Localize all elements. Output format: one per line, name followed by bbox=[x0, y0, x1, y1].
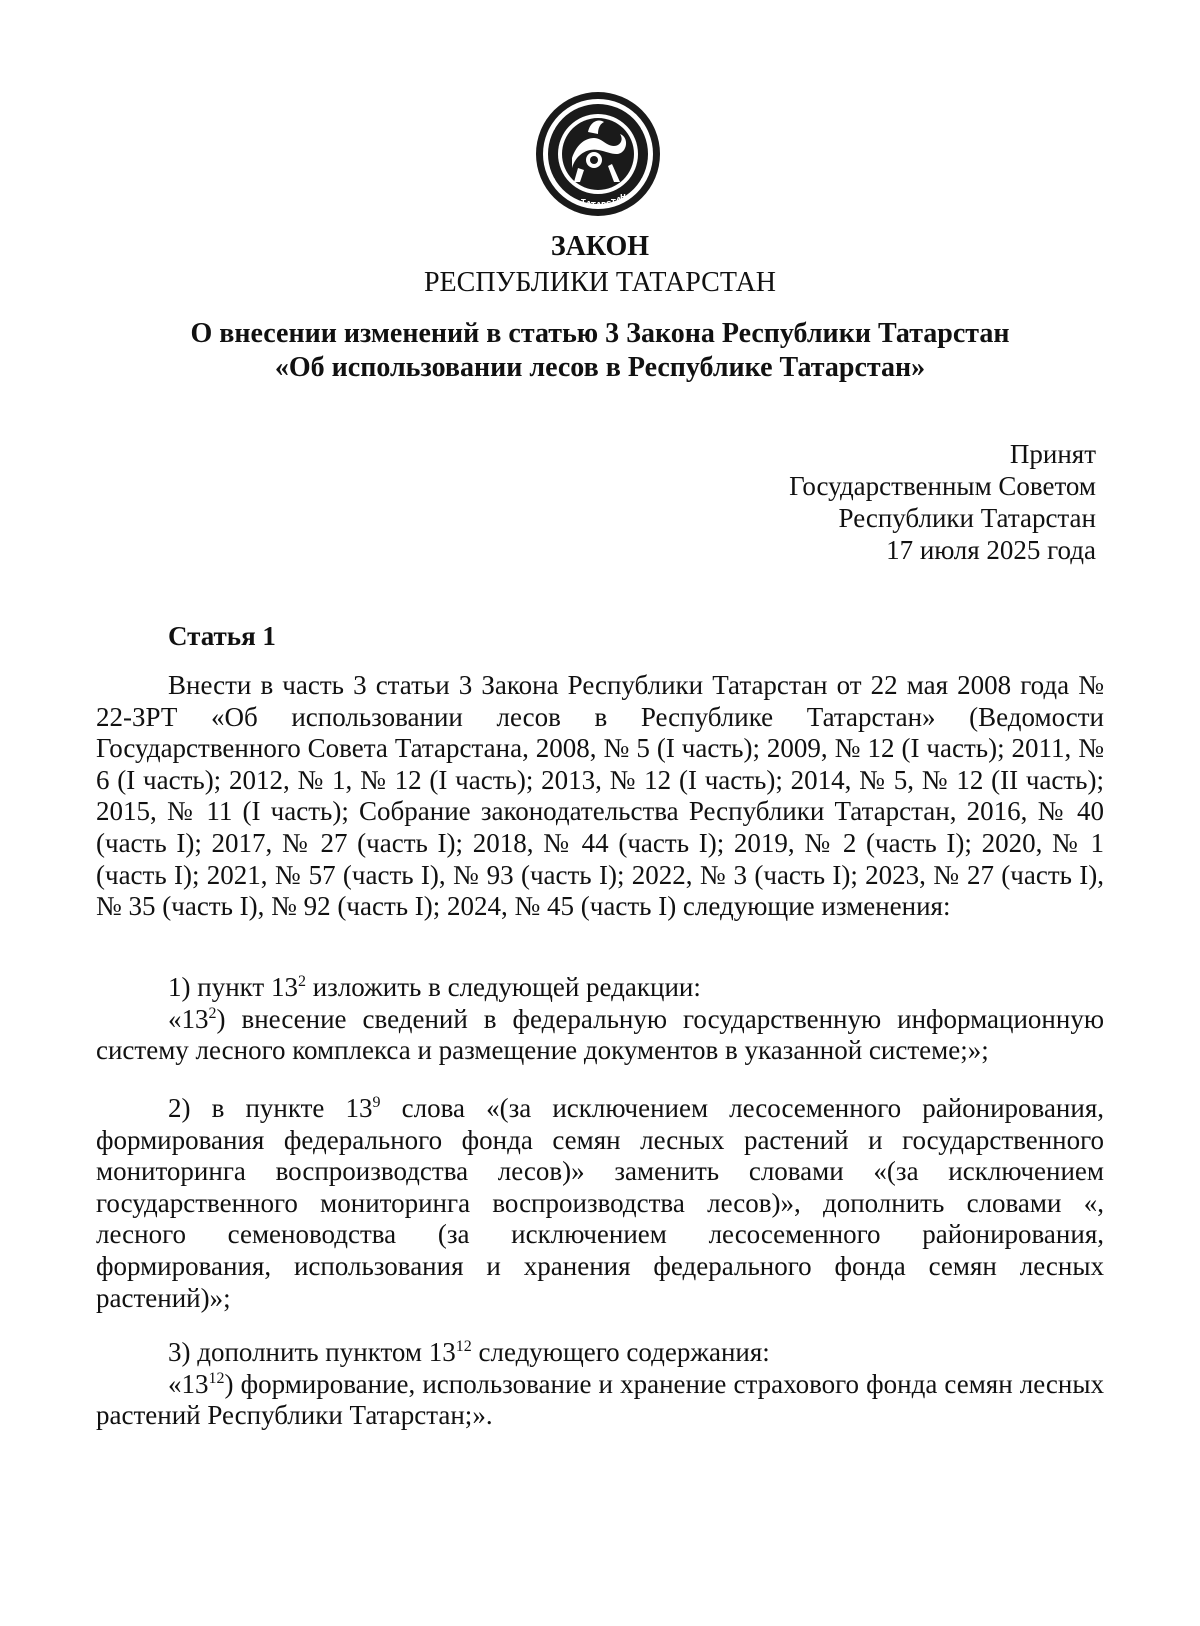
republic-heading: РЕСПУБЛИКИ ТАТАРСТАН bbox=[423, 267, 777, 298]
adoption-line-3: Республики Татарстан bbox=[838, 503, 1096, 533]
svg-text:А: А bbox=[596, 201, 602, 209]
svg-text:А: А bbox=[616, 196, 622, 204]
amendment-item-1-lead: 1) пункт $13^2$ изложить в следующей редакции: bbox=[168, 972, 701, 1002]
svg-text:С: С bbox=[606, 200, 612, 208]
amendment-item-1 bbox=[96, 972, 1104, 1067]
amendment-item-1-quote: «$13^2$) внесение сведений в федеральную государственную информационную систему лесного комплекса и размещение документов в указанной системе;»; bbox=[96, 1003, 1104, 1066]
law-title-line-2: «Об использовании лесов в Республике Татарстан» bbox=[274, 352, 926, 383]
amendment-item-3 bbox=[96, 1337, 1104, 1432]
amendment-item-2-text: 2) в пункте $13^9$ слова «(за исключением лесосеменного районирования, формирования федерального фонда семян лесных растений и государственного мониторинга воспроизводства лесов)» заменить словами «(за исключением государственного мониторинга воспроизводства лесов)», дополнить словами «, лесного семеноводства (за исключением лесосеменного районирования, формирования, использования и хранения федерального фонда семян лесных растений)»; bbox=[96, 1093, 1104, 1313]
law-title-line-1: О внесении изменений в статью 3 Закона Республики Татарстан bbox=[190, 318, 1010, 349]
adoption-date: 17 июля 2025 года bbox=[886, 535, 1096, 565]
adoption-block bbox=[789, 438, 1096, 566]
adoption-line-2: Государственным Советом bbox=[789, 471, 1096, 501]
svg-text:Т: Т bbox=[581, 198, 586, 206]
amendment-item-3-quote: «$13^{12}$) формирование, использование и хранение страхового фонда семян лесных растений Республики Татарстан;». bbox=[96, 1368, 1104, 1431]
law-title bbox=[0, 317, 1200, 385]
svg-text:Н: Н bbox=[620, 193, 626, 201]
article-intro bbox=[96, 670, 1104, 923]
amendment-item-2 bbox=[96, 1093, 1104, 1314]
svg-text:Р: Р bbox=[601, 201, 607, 209]
article-heading: Статья 1 bbox=[168, 621, 276, 651]
amendment-item-3-lead: 3) дополнить пунктом $13^{12}$ следующего содержания: bbox=[168, 1337, 770, 1367]
svg-text:А: А bbox=[586, 200, 592, 208]
svg-text:Т: Т bbox=[611, 198, 616, 206]
tatarstan-coat-of-arms-icon bbox=[532, 88, 664, 220]
law-heading: ЗАКОН bbox=[550, 231, 650, 262]
article-intro-text: Внести в часть 3 статьи 3 Закона Республики Татарстан от 22 мая 2008 года № 22-ЗРТ «Об использовании лесов в Республике Татарстан» (Ведомости Государственного Совета Татарстана, 2008, № 5 (I часть); 2009, № 12 (I часть); 2011, № 6 (I часть); 2012, № 1, № 12 (I часть); 2013, № 12 (I часть); 2014, № 5, № 12 (II часть); 2015, № 11 (I часть); Собрание законодательства Республики Татарстан, 2016, № 40 (часть I); 2017, № 27 (часть I); 2018, № 44 (часть I); 2019, № 2 (часть I); 2020, № 1 (часть I); 2021, № 57 (часть I), № 93 (часть I); 2022, № 3 (часть I); 2023, № 27 (часть I), № 35 (часть I), № 92 (часть I); 2024, № 45 (часть I) следующие изменения: bbox=[96, 670, 1104, 922]
adoption-line-1: Принят bbox=[1009, 439, 1096, 469]
svg-text:Т: Т bbox=[591, 201, 596, 209]
